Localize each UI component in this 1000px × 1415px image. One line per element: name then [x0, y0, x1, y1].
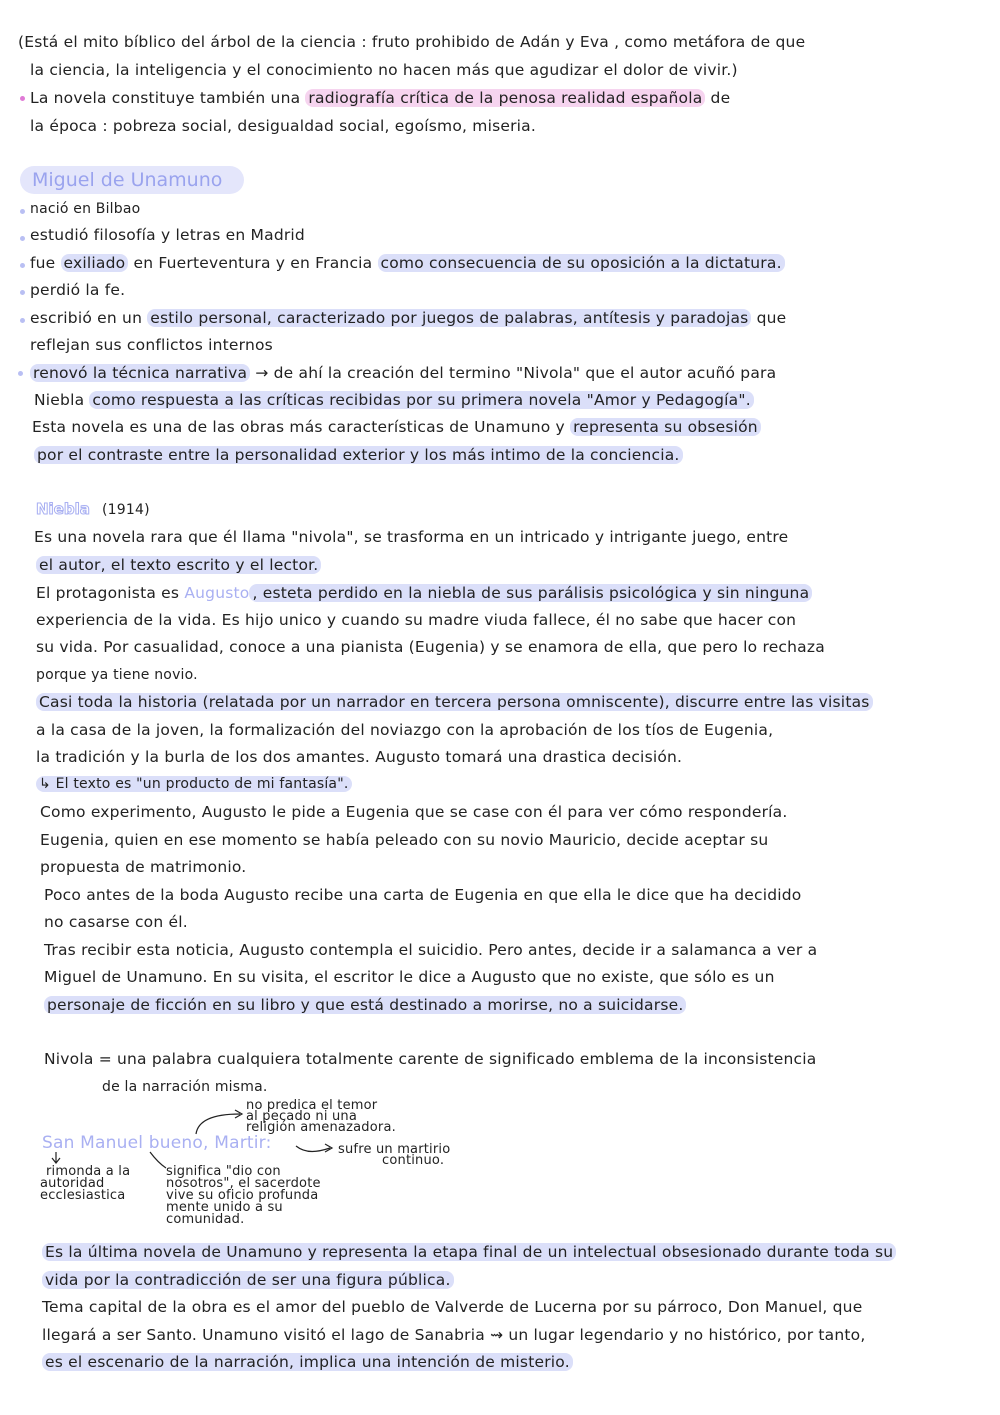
note-top-line-3: religión amenazadora.	[246, 1120, 396, 1135]
san-manuel-p1-line-2-highlight: vida por la contradicción de ser una figura pública.	[42, 1271, 454, 1289]
san-manuel-p1-line-2	[42, 1270, 454, 1290]
niebla-p3-highlight: Casi toda la historia (relatada por un narrador en tercera persona omniscente), discurre entre las visitas	[36, 693, 873, 711]
niebla-p1-highlight: el autor, el texto escrito y el lector.	[36, 556, 321, 574]
bullet-3-start: fue	[30, 254, 61, 272]
niebla-p2-start: El protagonista es	[36, 584, 185, 602]
san-manuel-p2-line-3	[42, 1352, 573, 1372]
niebla-p6-highlight: personaje de ficción en su libro y que está destinado a morirse, no a suicidarse.	[44, 996, 686, 1014]
bullet-6-line-4-highlight: por el contraste entre la personalidad exterior y los más intimo de la conciencia.	[34, 446, 683, 464]
bullet-6-line-2-highlight: como respuesta a las críticas recibidas por su primera novela "Amor y Pedagogía".	[89, 391, 753, 409]
unamuno-bullet-2: estudió filosofía y letras en Madrid	[30, 226, 305, 244]
note-right-line-1: sufre un martirio	[338, 1142, 451, 1157]
note-right-line-2: continuo.	[382, 1153, 445, 1168]
bullet-6-end: → de ahí la creación del termino "Nivola" que el autor acuñó para	[250, 364, 777, 382]
san-manuel-p2-line-2: llegará a ser Santo. Unamuno visitó el lago de Sanabria ⇝ un lugar legendario y no histórico, por tanto,	[42, 1326, 866, 1344]
niebla-heading: Niebla	[36, 500, 90, 518]
niebla-p2-highlight: , esteta perdido en la niebla de sus parálisis psicológica y sin ninguna	[249, 584, 812, 602]
intro-line-1: (Está el mito bíblico del árbol de la ciencia : fruto prohibido de Adán y Eva , como metáfora de que	[18, 33, 806, 51]
intro-highlight: radiografía crítica de la penosa realidad española	[305, 89, 705, 107]
intro-line-2: la ciencia, la inteligencia y el conocimiento no hacen más que agudizar el dolor de vivir.)	[30, 61, 738, 79]
bullet-5-start: escribió en un	[30, 309, 148, 327]
san-manuel-p2-highlight: es el escenario de la narración, implica una intención de misterio.	[42, 1353, 573, 1371]
note-left-line-1: rimonda a la	[46, 1164, 131, 1179]
bullet-3-highlight-1: exiliado	[61, 254, 129, 272]
niebla-p5-line-2: no casarse con él.	[44, 913, 188, 931]
unamuno-heading: Miguel de Unamuno	[20, 166, 244, 194]
san-manuel-p1-line-1	[42, 1242, 896, 1262]
note-mid-line-3: vive su oficio profunda	[166, 1188, 319, 1203]
niebla-p5-line-1: Poco antes de la boda Augusto recibe una carta de Eugenia en que ella le dice que ha decidido	[44, 886, 802, 904]
niebla-p3-line-3: la tradición y la burla de los dos amantes. Augusto tomará una drastica decisión.	[36, 748, 683, 766]
san-manuel-heading: San Manuel bueno, Martir:	[42, 1133, 272, 1153]
niebla-p3-line-2: a la casa de la joven, la formalización del noviazgo con la aprobación de los tíos de Eugenia,	[36, 721, 774, 739]
niebla-p4-line-2: Eugenia, quien en ese momento se había peleado con su novio Mauricio, decide aceptar su	[40, 831, 769, 849]
unamuno-bullet-1: nació en Bilbao	[30, 201, 141, 217]
unamuno-bullet-4: perdió la fe.	[30, 281, 126, 299]
unamuno-bullet-5-line-2: reflejan sus conflictos internos	[30, 336, 273, 354]
bullet-5-end: que	[751, 309, 787, 327]
note-left-line-3: ecclesiastica	[40, 1188, 126, 1203]
intro-line-3-start: La novela constituye también una	[30, 89, 306, 107]
bullet-3-middle: en Fuerteventura y en Francia	[128, 254, 378, 272]
niebla-p2-line-4: porque ya tiene novio.	[36, 667, 198, 683]
niebla-year: (1914)	[102, 502, 150, 518]
note-mid-line-1: significa "dio con	[166, 1164, 281, 1179]
niebla-p2-line-2: experiencia de la vida. Es hijo unico y cuando su madre viuda fallece, él no sabe que hacer con	[36, 611, 797, 629]
note-top-line-1: no predica el temor	[246, 1098, 378, 1113]
niebla-p4-line-1: Como experimento, Augusto le pide a Eugenia que se case con él para ver cómo respondería.	[40, 803, 788, 821]
bullet-6-line-3-start: Esta novela es una de las obras más características de Unamuno y	[32, 418, 571, 436]
intro-line-4: la época : pobreza social, desigualdad social, egoísmo, miseria.	[30, 117, 536, 135]
nivola-definition-line-2: de la narración misma.	[102, 1079, 268, 1095]
niebla-p6-line-2: Miguel de Unamuno. En su visita, el escritor le dice a Augusto que no existe, que sólo es un	[44, 968, 775, 986]
bullet-6-line-3-highlight: representa su obsesión	[570, 418, 761, 436]
intro-line-3-end: de	[705, 89, 731, 107]
note-mid-line-4: mente unido a su	[166, 1200, 283, 1215]
bullet-3-highlight-2: como consecuencia de su oposición a la dictatura.	[378, 254, 785, 272]
note-top-line-2: al pecado ni una	[246, 1109, 358, 1124]
bullet-6-highlight: renovó la técnica narrativa	[30, 364, 250, 382]
nivola-definition-line-1: Nivola = una palabra cualquiera totalmente carente de significado emblema de la inconsistencia	[44, 1050, 817, 1068]
san-manuel-p1-highlight: Es la última novela de Unamuno y representa la etapa final de un intelectual obsesionado durante toda su	[42, 1243, 896, 1261]
note-left-line-2: autoridad	[40, 1176, 105, 1191]
niebla-p1-line-1: Es una novela rara que él llama "nivola", se trasforma en un intricado y intrigante juego, entre	[34, 528, 789, 546]
note-mid-line-2: nosotros", el sacerdote	[166, 1176, 321, 1191]
niebla-quote-highlight: ↳ El texto es "un producto de mi fantasía".	[36, 776, 352, 792]
note-mid-line-5: comunidad.	[166, 1212, 245, 1227]
bullet-5-highlight: estilo personal, caracterizado por juegos de palabras, antítesis y paradojas	[147, 309, 751, 327]
niebla-p4-line-3: propuesta de matrimonio.	[40, 858, 247, 876]
bullet-6-line-2-start: Niebla	[34, 391, 90, 409]
san-manuel-p2-line-1: Tema capital de la obra es el amor del pueblo de Valverde de Lucerna por su párroco, Don Manuel, que	[42, 1298, 863, 1316]
niebla-p6-line-1: Tras recibir esta noticia, Augusto contempla el suicidio. Pero antes, decide ir a salamanca a ver a	[44, 941, 818, 959]
niebla-p2-line-3: su vida. Por casualidad, conoce a una pianista (Eugenia) y se enamora de ella, que pero lo rechaza	[36, 638, 825, 656]
augusto-name: Augusto	[184, 584, 250, 602]
